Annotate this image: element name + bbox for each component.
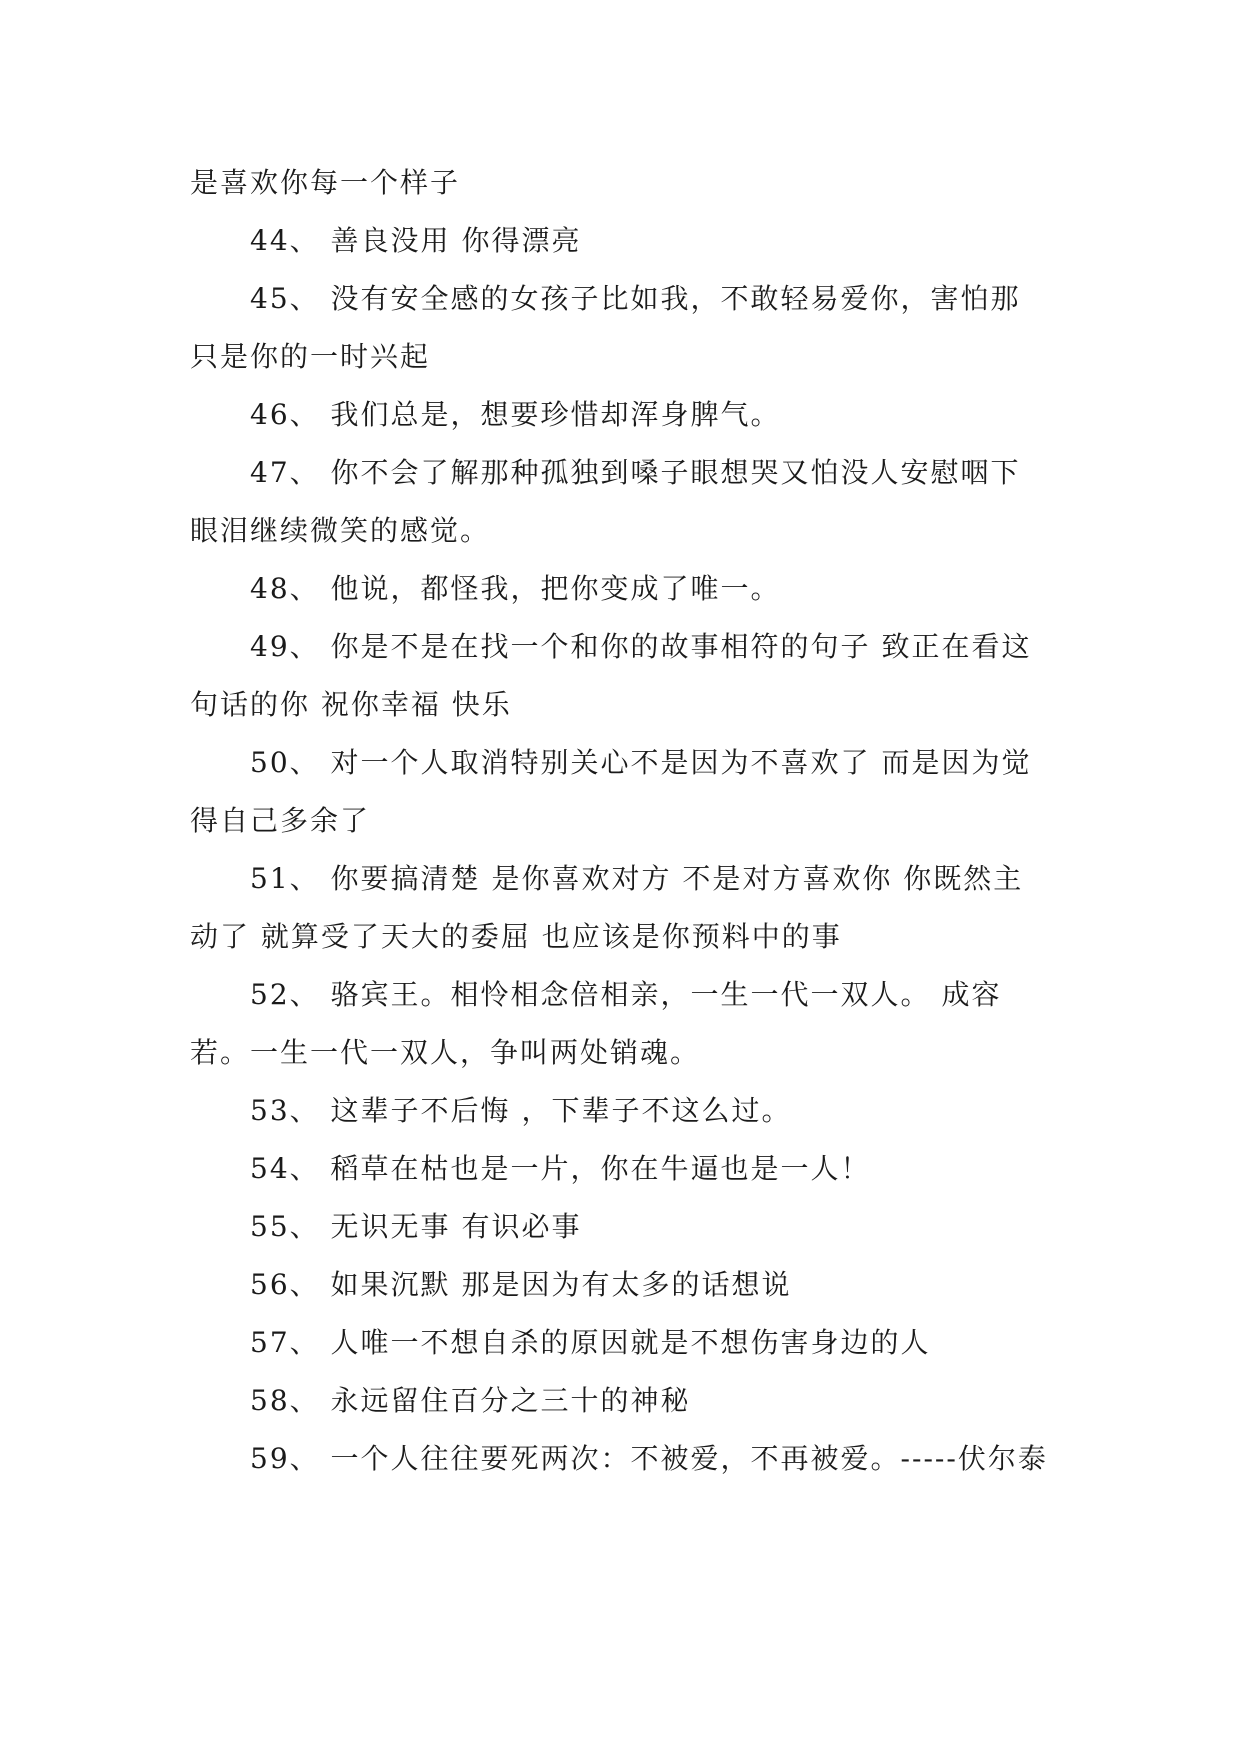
item-text: 骆宾王。相怜相念倍相亲，一生一代一双人。 成容若。一生一代一双人，争叫两处销魂。 <box>190 978 1002 1069</box>
document-body <box>190 154 1050 1488</box>
list-item <box>190 850 1050 966</box>
item-text: 一个人往往要死两次：不被爱，不再被爱。-----伏尔泰 <box>319 1442 1048 1475</box>
list-item <box>190 1372 1050 1430</box>
item-number: 55、 <box>250 1210 320 1243</box>
list-item <box>190 270 1050 386</box>
item-number: 45、 <box>250 282 320 315</box>
list-item <box>190 1256 1050 1314</box>
list-item <box>190 1140 1050 1198</box>
item-number: 59、 <box>250 1442 320 1475</box>
item-number: 51、 <box>250 862 320 895</box>
list-item <box>190 734 1050 850</box>
list-item <box>190 212 1050 270</box>
item-number: 46、 <box>250 398 320 431</box>
item-number: 44、 <box>250 224 320 257</box>
item-text: 永远留住百分之三十的神秘 <box>319 1384 691 1417</box>
item-text: 你是不是在找一个和你的故事相符的句子 致正在看这句话的你 祝你幸福 快乐 <box>190 630 1032 721</box>
item-number: 57、 <box>250 1326 320 1359</box>
item-text: 稻草在枯也是一片，你在牛逼也是一人！ <box>319 1152 871 1185</box>
list-item <box>190 386 1050 444</box>
item-number: 54、 <box>250 1152 320 1185</box>
item-text: 你要搞清楚 是你喜欢对方 不是对方喜欢你 你既然主动了 就算受了天大的委屈 也应该是你预料中的事 <box>190 862 1024 953</box>
list-item <box>190 618 1050 734</box>
item-number: 48、 <box>250 572 320 605</box>
item-number: 49、 <box>250 630 320 663</box>
item-text: 我们总是，想要珍惜却浑身脾气。 <box>319 398 781 431</box>
item-number: 52、 <box>250 978 320 1011</box>
item-text: 这辈子不后悔 ，下辈子不这么过。 <box>319 1094 792 1127</box>
item-text: 善良没用 你得漂亮 <box>319 224 582 257</box>
list-item <box>190 1314 1050 1372</box>
item-text: 没有安全感的女孩子比如我，不敢轻易爱你，害怕那只是你的一时兴起 <box>190 282 1021 373</box>
list-item <box>190 966 1050 1082</box>
item-number: 53、 <box>250 1094 320 1127</box>
item-text: 人唯一不想自杀的原因就是不想伤害身边的人 <box>319 1326 931 1359</box>
list-item <box>190 444 1050 560</box>
item-number: 50、 <box>250 746 320 779</box>
list-item <box>190 1430 1050 1488</box>
list-item <box>190 1082 1050 1140</box>
item-text: 无识无事 有识必事 <box>319 1210 582 1243</box>
item-number: 47、 <box>250 456 320 489</box>
item-number: 56、 <box>250 1268 320 1301</box>
item-text: 你不会了解那种孤独到嗓子眼想哭又怕没人安慰咽下眼泪继续微笑的感觉。 <box>190 456 1021 547</box>
item-text: 对一个人取消特别关心不是因为不喜欢了 而是因为觉得自己多余了 <box>190 746 1032 837</box>
item-text: 如果沉默 那是因为有太多的话想说 <box>319 1268 792 1301</box>
quote-list <box>190 212 1050 1488</box>
item-number: 58、 <box>250 1384 320 1417</box>
lead-text: 是喜欢你每一个样子 <box>190 166 461 199</box>
list-item <box>190 560 1050 618</box>
list-item <box>190 1198 1050 1256</box>
item-text: 他说，都怪我，把你变成了唯一。 <box>319 572 781 605</box>
